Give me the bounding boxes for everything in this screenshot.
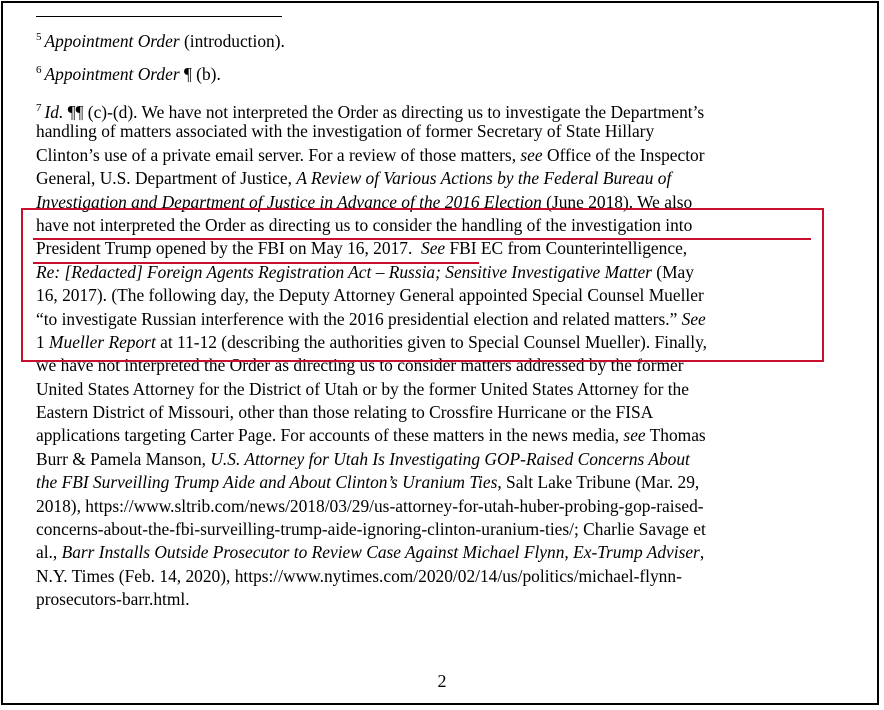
text-line: 2018), https://www.sltrib.com/news/2018/03/29/us-attorney-for-utah-huber-probing-gop-raised- — [36, 495, 704, 516]
text-line: we have not interpreted the Order as directing us to consider matters addressed by the former — [36, 355, 684, 376]
text-line — [36, 237, 707, 260]
text-run: President Trump opened by the FBI on May 16, 2017. — [36, 238, 413, 259]
highlight-underline — [33, 238, 811, 240]
text-line — [36, 144, 707, 167]
article-title: Barr Installs Outside Prosecutor to Review Case Against Michael Flynn, Ex-Trump Adviser — [61, 542, 700, 563]
text-run: ¶¶ (c)-(d). We have not interpreted the Order as directing us to investigate the Department’s — [63, 102, 705, 122]
text-run: applications targeting Carter Page. For accounts of these matters in the news media, — [36, 425, 624, 446]
article-title: the FBI Surveilling Trump Aide and About Clinton’s Uranium Ties — [36, 472, 498, 493]
text-line — [36, 471, 707, 494]
text-run: Office of the Inspector — [542, 144, 705, 165]
text-run: Clinton’s use of a private email server. For a review of those matters, — [36, 144, 521, 165]
text-line: Eastern District of Missouri, other than those relating to Crossfire Hurricane or the FISA — [36, 402, 654, 423]
page-number: 2 — [437, 671, 447, 691]
text-line: 16, 2017). (The following day, the Deputy Attorney General appointed Special Counsel Mueller — [36, 285, 704, 306]
text-run: 1 — [36, 331, 50, 352]
signal-see: See — [681, 308, 706, 329]
text-run: al., — [36, 542, 62, 563]
text-line — [36, 541, 707, 564]
document-title: Re: [Redacted] Foreign Agents Registration Act – Russia; Sensitive Investigative Matter — [36, 261, 652, 282]
report-title: Mueller Report — [49, 331, 156, 352]
footnote-marker: 6 — [36, 64, 42, 76]
text-run: FBI EC from Counterintelligence, — [445, 238, 688, 259]
text-line: handling of matters associated with the investigation of former Secretary of State Hillary — [36, 121, 655, 142]
footnote-6 — [36, 64, 221, 85]
text-run: Thomas — [645, 425, 706, 446]
footnote-text: ¶ (b). — [179, 64, 221, 84]
text-line — [36, 308, 707, 331]
text-run: , Salt Lake Tribune (Mar. 29, — [497, 472, 700, 493]
citation-id: Id. — [44, 102, 64, 122]
text-line — [36, 97, 707, 120]
text-run: General, U.S. Department of Justice, — [36, 168, 297, 189]
footnote-separator — [36, 16, 282, 17]
highlight-underline — [33, 262, 479, 264]
signal-see: see — [520, 144, 543, 165]
text-line: prosecutors-barr.html. — [36, 589, 190, 610]
report-title: A Review of Various Actions by the Federal Bureau of — [296, 168, 672, 189]
text-line: N.Y. Times (Feb. 14, 2020), https://www.nytimes.com/2020/02/14/us/politics/michael-flynn- — [36, 565, 682, 586]
text-line: have not interpreted the Order as directing us to consider the handling of the investigation into — [36, 214, 693, 235]
text-line — [36, 331, 707, 354]
signal-see: see — [623, 425, 646, 446]
text-line — [36, 261, 707, 284]
article-title: U.S. Attorney for Utah Is Investigating GOP-Raised Concerns About — [210, 448, 690, 469]
text-line — [36, 448, 707, 471]
text-line — [36, 167, 707, 190]
text-run: , — [699, 542, 705, 563]
document-page — [1, 1, 879, 705]
text-run: Burr & Pamela Manson, — [36, 448, 211, 469]
footnote-5 — [36, 31, 285, 52]
report-title: Investigation and Department of Justice in Advance of the 2016 Election — [36, 191, 542, 212]
text-line: United States Attorney for the District of Utah or by the former United States Attorney for the — [36, 378, 689, 399]
signal-see: See — [421, 238, 446, 259]
footnote-marker: 5 — [36, 31, 42, 43]
text-run: at 11-12 (describing the authorities given to Special Counsel Mueller). Finally, — [155, 331, 708, 352]
text-line: concerns-about-the-fbi-surveilling-trump-aide-ignoring-clinton-uranium-ties/; Charlie Savage et — [36, 519, 706, 540]
text-run: “to investigate Russian interference with the 2016 presidential election and related matters.” — [36, 308, 682, 329]
footnote-7 — [36, 97, 707, 612]
text-line — [36, 424, 707, 447]
footnote-text: (introduction). — [179, 31, 285, 51]
footnote-marker: 7 — [36, 102, 42, 114]
text-run: (May — [651, 261, 694, 282]
footnote-title: Appointment Order — [44, 31, 180, 51]
footnote-title: Appointment Order — [44, 64, 180, 84]
text-line — [36, 191, 707, 214]
text-run: (June 2018). We also — [541, 191, 693, 212]
